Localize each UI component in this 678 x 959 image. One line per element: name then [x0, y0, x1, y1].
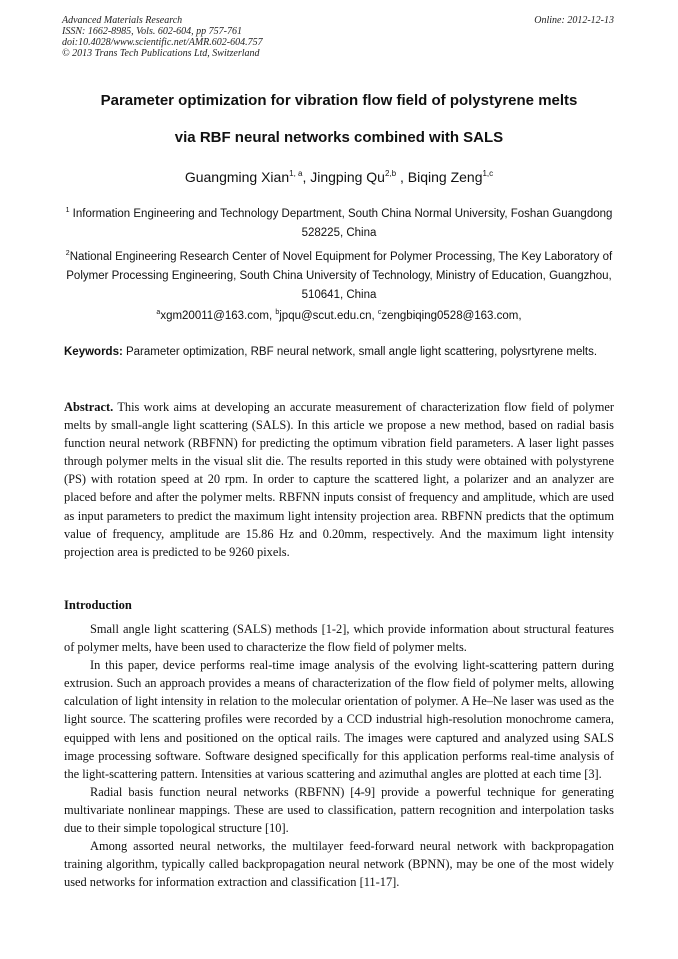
introduction-paragraph: Small angle light scattering (SALS) methods [1-2], which provide information about structural features of polymer melts, have been used to characterize the flow field of polymer melts.: [64, 622, 614, 655]
author-affiliation-mark: 1, a: [289, 169, 303, 178]
author-separator: ,: [302, 169, 311, 185]
author-emails: [58, 303, 620, 326]
author-name: Guangming Xian: [184, 169, 290, 185]
author-affiliation-mark: 2,b: [384, 169, 397, 178]
email-mark: b: [275, 309, 280, 316]
journal-header: [62, 15, 614, 59]
author-name: Biqing Zeng: [407, 169, 483, 185]
author-name: Jingping Qu: [310, 169, 385, 185]
paper-title-line-1: Parameter optimization for vibration flow field of polystyrene melts: [100, 92, 578, 109]
affiliation-1: [58, 201, 620, 243]
doi-line: doi:10.4028/www.scientific.net/AMR.602-604.757: [62, 37, 263, 48]
introduction-body: [64, 620, 614, 891]
keywords-label: Keywords:: [64, 346, 123, 358]
author-affiliation-mark: 1,c: [482, 169, 494, 178]
email-link[interactable]: zengbiqing0528@163.com,: [381, 310, 522, 322]
copyright-line: © 2013 Trans Tech Publications Ltd, Switzerland: [62, 48, 260, 59]
author-list: [40, 169, 638, 185]
issn-line: ISSN: 1662-8985, Vols. 602-604, pp 757-761: [62, 26, 242, 37]
online-date: Online: 2012-12-13: [534, 15, 614, 26]
introduction-heading: Introduction: [64, 598, 132, 612]
email-mark: a: [156, 309, 161, 316]
abstract-text: This work aims at developing an accurate measurement of characterization flow field of polymer melts by small-angle light scattering (SALS). In this article we propose a new method, based on radial basis function neural network (RBFNN) for predicting the optimum vibration field parameters. A laser light passes through polymer melts in the visual slit die. The results reported in this study were obtained with polystyrene (PS) with rotation speed at 20 rpm. In order to capture the scattered light, a polarizer and an analyzer are placed before and after the polymer melts. RBFNN inputs consist of frequency and amplitude, which are used as input parameters to predict the maximum light intensity projection area. RBFNN predicts that the optimum value of frequency, amplitude are 15.86 Hz and 0.20mm, respectively. And the maximum light intensity projection area is predicted to be 9260 pixels.: [64, 400, 614, 559]
abstract-label: Abstract.: [64, 400, 114, 414]
affiliation-mark: 1: [65, 207, 70, 214]
affiliation-mark: 2: [65, 250, 70, 257]
affiliation-text: National Engineering Research Center of Novel Equipment for Polymer Processing, The Key Laboratory of Polymer Processing Engineering, South China University of Technology, Ministry of Education, Guangzhou, 510641, China: [66, 251, 613, 301]
affiliation-2: [58, 244, 620, 305]
abstract-block: [64, 398, 614, 561]
email-link[interactable]: jpqu@scut.edu.cn,: [279, 310, 378, 322]
journal-name: Advanced Materials Research: [62, 15, 183, 26]
paper-title-line-2: via RBF neural networks combined with SALS: [174, 129, 504, 146]
introduction-paragraph: Radial basis function neural networks (RBFNN) [4-9] provide a powerful technique for generating multivariate nonlinear mappings. These are used to classification, pattern recognition and interpolation tasks due to their simple topological structure [10].: [64, 784, 614, 836]
keywords-block: [64, 343, 614, 361]
introduction-paragraph: Among assorted neural networks, the multilayer feed-forward neural network with backpropagation training algorithm, typically called backpropagation neural network (BPNN), may be one of the most widely used networks for information extraction and classification [11-17].: [64, 839, 614, 890]
keywords-text: Parameter optimization, RBF neural network, small angle light scattering, polysrtyrene melts.: [122, 346, 598, 358]
email-mark: c: [377, 309, 382, 316]
introduction-paragraph: In this paper, device performs real-time image analysis of the evolving light-scattering pattern during extrusion. Such an approach provides a means of characterization of the flow field of polymer melts, allowing calculation of light intensity in relation to the molecular orientation of polymer. A He–Ne laser was used as the light source. The scattering profiles were recorded by a CCD industrial high-resolution monochrome camera, equipped with lens and positioned on the optical rails. The images were captured and analyzed using SALS image processing software. Software designed specifically for this application performs real-time analysis of the light-scattering pattern. Intensities at various scattering and azimuthal angles are plotted at each time [3].: [64, 658, 614, 781]
email-link[interactable]: xgm20011@163.com,: [160, 310, 276, 322]
author-separator: ,: [396, 169, 408, 185]
affiliation-text: Information Engineering and Technology Department, South China Normal University, Foshan Guangdong 528225, China: [69, 208, 613, 239]
